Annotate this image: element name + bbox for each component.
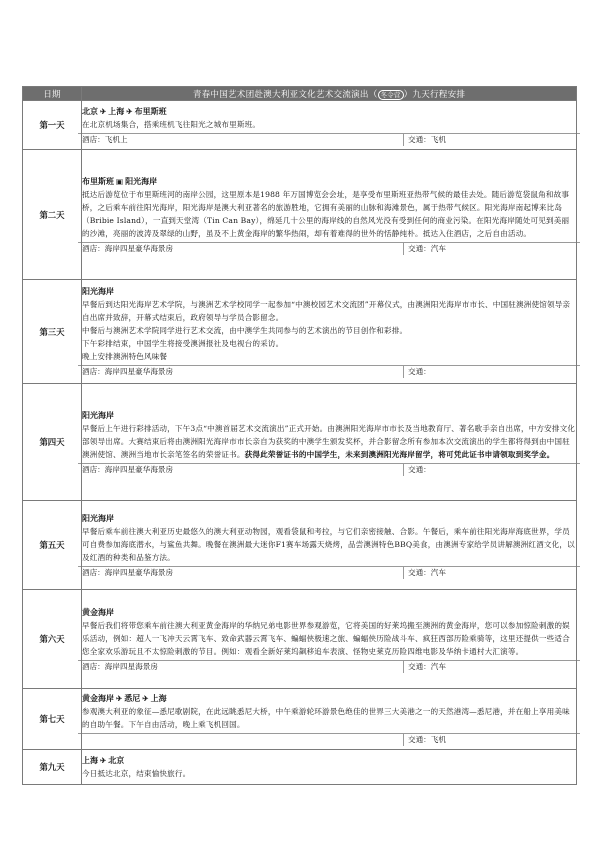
day-meta [78, 365, 580, 378]
day-description: 在北京机场集合，搭乘班机飞往阳光之城布里斯班。 [82, 119, 261, 129]
description-text: 早餐后上午进行彩排活动，下午3点“中澳首届艺术交流演出”正式开始。由澳洲阳光海岸市市长及当地教育厅、著名歌手亲自出席，中方安排文化部领导出席。大赛结束后将由澳洲阳光海岸市市长亲自为获奖的中澳学生颁发奖杯，并合影留念所有参加本次交流演出的学生都将得到由中国驻澳洲使馆、澳洲当地市长亲笔签名的荣誉证书。 [82, 423, 576, 459]
day-label: 第四天 [23, 384, 82, 501]
header-row [23, 87, 577, 101]
hotel-info [78, 734, 403, 746]
transport-info: 交通： [403, 366, 580, 378]
day-description: 早餐后乘车前往澳大利亚历史最悠久的澳大利亚动物园，观看袋鼠和考拉，与它们亲密接触、合影。午餐后，乘车前往阳光海岸海底世界，学员可自费参加海底潜水，与鲨鱼共舞。晚餐在澳洲最大迷你F1赛车场露天烧烤，品尝澳洲特色BBQ美食，由澳洲专家给学员讲解澳洲红酒文化，以及红酒的种类和品鉴方法。 [82, 526, 575, 562]
day-content [82, 280, 577, 384]
day-description [82, 422, 576, 461]
transport-info: 交通：飞机 [403, 734, 580, 746]
transport-info: 交通：汽车 [403, 661, 580, 673]
description-line: 下午彩排结束，中国学生将接受澳洲报社及电视台的采访。 [82, 339, 284, 348]
day-row [23, 150, 577, 280]
plane-arrow-icon: ✈ [100, 106, 107, 116]
itinerary-sheet [22, 86, 577, 785]
day-meta [78, 133, 580, 146]
day-description [82, 298, 576, 363]
route [82, 105, 576, 118]
day-description: 参观澳大利亚的象征—悉尼歌剧院，在此远眺悉尼大桥，中午乘游轮环游景色绝佳的世界三大美港之一的天然港湾—悉尼港，并在船上享用美味的自助午餐。下午自由活动，晚上乘飞机回国。 [82, 707, 570, 729]
route [82, 175, 576, 188]
route-origin: 北京 [82, 105, 98, 116]
itinerary-table [22, 86, 577, 785]
plane-arrow-icon: ✈ [100, 756, 107, 765]
title-end-text: ）九天行程安排 [403, 89, 466, 100]
day-description: 今日抵达北京，结束愉快旅行。 [82, 769, 191, 778]
route-destination: 布里斯班 [134, 105, 167, 116]
route-destination: 北京 [108, 755, 125, 765]
route-origin: 黄金海岸 [82, 693, 114, 703]
route-destination: 上海 [150, 693, 167, 703]
transport-info: 交通：飞机 [403, 134, 580, 146]
day-label: 第一天 [23, 101, 82, 150]
transport-info: 交通：汽车 [403, 243, 580, 255]
hotel-info: 酒店：海岸四星豪华海景房 [82, 367, 174, 376]
day-label: 第九天 [23, 750, 82, 785]
day-content [82, 384, 577, 501]
route-origin: 布里斯班 [82, 175, 114, 186]
plane-arrow-icon: ✈ [126, 106, 133, 116]
route: 阳光海岸 [82, 409, 114, 420]
title-text: 青春中国艺术团赴澳大利亚文化艺术交流演出（ [192, 89, 378, 100]
scholarship-note: 获得此荣誉证书的中国学生，未来到澳洲阳光海岸留学，将可凭此证书申请领取到奖学金。 [244, 449, 555, 459]
plane-arrow-icon: ✈ [142, 694, 149, 703]
route-destination: 阳光海岸 [125, 175, 158, 186]
day-content [82, 750, 577, 785]
day-content [82, 590, 577, 689]
transport-info: 交通：汽车 [403, 567, 580, 579]
winter-camp-tag: 冬令营 [378, 90, 404, 100]
description-line: 晚上安排澳洲特色风味餐 [82, 352, 168, 361]
day-label: 第二天 [23, 150, 82, 280]
day-row [23, 384, 577, 501]
day-label: 第六天 [23, 590, 82, 689]
day-row [23, 501, 577, 590]
description-line: 早餐后到达阳光海岸艺术学院，与澳洲艺术学校同学一起参加“中澳校园艺术交流团”开幕仪式，由澳洲阳光海岸市市长、中国驻澳洲使馆领导亲自出席并致辞，开幕式结束后，政府领导与学员合影留念。 [82, 300, 571, 322]
route: 阳光海岸 [82, 286, 114, 296]
itinerary-title [82, 87, 577, 101]
day-content [82, 101, 577, 150]
day-meta [78, 660, 580, 673]
route [82, 754, 576, 767]
day-meta [78, 242, 580, 255]
day-row [23, 280, 577, 384]
day-row [23, 750, 577, 785]
description-line: 中餐后与澳洲艺术学院同学进行艺术交流，由中澳学生共同参与的艺术演出的节目创作和彩排。 [82, 326, 408, 335]
hotel-info: 酒店：海岸四星海景房 [82, 661, 158, 671]
day-content [82, 501, 577, 590]
day-row [23, 590, 577, 689]
bus-icon: ▣ [116, 176, 124, 186]
route-stop: 悉尼 [124, 693, 141, 703]
day-row [23, 101, 577, 150]
hotel-info: 酒店：海岸四星豪华海景房 [82, 567, 174, 577]
route: 阳光海岸 [82, 512, 114, 523]
transport-info: 交通： [403, 464, 580, 476]
day-meta [78, 463, 580, 476]
hotel-info: 酒店：飞机上 [82, 134, 128, 144]
route-origin: 上海 [82, 755, 98, 765]
date-column-header: 日期 [23, 87, 82, 101]
day-meta [78, 566, 580, 579]
day-meta [78, 733, 580, 746]
hotel-info: 酒店：海岸四星豪华海景房 [82, 464, 174, 474]
route-stop: 上海 [108, 105, 125, 116]
route [82, 692, 576, 705]
day-content [82, 689, 577, 750]
plane-arrow-icon: ✈ [116, 694, 123, 703]
day-label: 第三天 [23, 280, 82, 384]
day-description: 早餐后我们将带您乘车前往澳大利亚黄金海岸的华纳兄弟电影世界参观游览，它将美国的好莱坞搬至澳洲的黄金海岸，您可以参加惊险刺激的娱乐活动，例如：超人一飞冲天云霄飞车、致命武器云霄飞车、蝙蝠侠极速之旅、蝙蝠侠历险战斗车、疯狂西部历险乘骑等，这里还提供一些适合您全家欢乐游玩且不太惊险刺激的节目。例如：观看全新好莱坞飙移追车表演、怪物史莱克历险四维电影及华纳卡通村大汇演等。 [82, 620, 570, 656]
day-row [23, 689, 577, 750]
route: 黄金海岸 [82, 606, 114, 617]
day-content [82, 150, 577, 280]
day-description: 抵达后游览位于布里斯班河的南岸公园，这里原本是1988 年万国博览会会址，是享受布里斯班亚热带气候的最佳去处。随后游览袋鼠角和故事桥，之后乘车前往阳光海岸，阳光海岸是澳大利亚著名的旅游胜地，它拥有美丽的山脉和海滩景色，属于热带气候区。阳光海岸南起博来比岛（Bribie Island），一直到天堂湾（Tin Can Bay），绵延几十公里的海岸线的自然风光没有受到任何的商业污染。在阳光海岸随处可见到美丽的沙滩，亮丽的波涛及翠绿的山野，虽及不上黄金海岸的繁华热闹，却有着难得的世外的恬静纯朴。抵达入住酒店，之后自由活动。 [82, 189, 570, 238]
day-label: 第五天 [23, 501, 82, 590]
day-label: 第七天 [23, 689, 82, 750]
hotel-info: 酒店：海岸四星豪华海景房 [82, 243, 174, 253]
